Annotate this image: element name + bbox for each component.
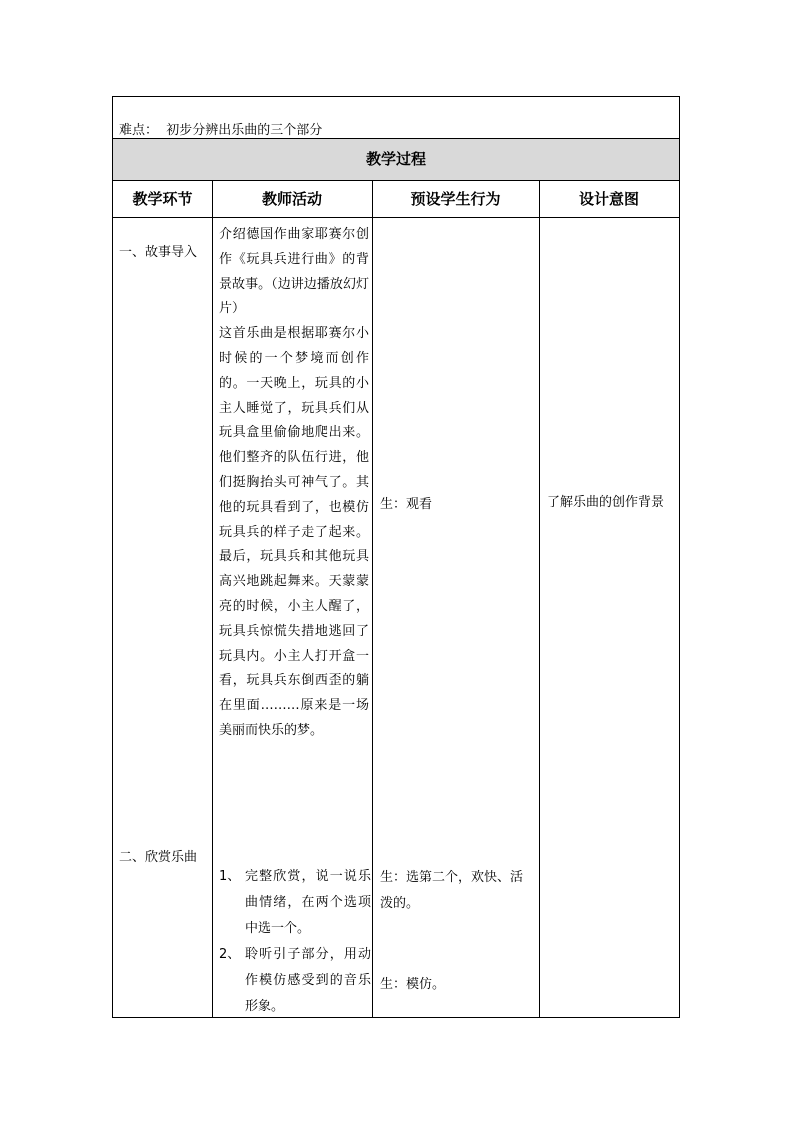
list-item-number: 1、 <box>219 869 241 884</box>
difficulty-row <box>113 97 679 139</box>
process-header <box>113 139 679 180</box>
column-divider <box>539 181 540 1017</box>
column-header-stage: 教学环节 <box>132 190 193 208</box>
teacher-paragraph: 介绍德国作曲家耶赛尔创作《玩具兵进行曲》的背景故事。（边讲边播放幻灯片） <box>219 227 369 317</box>
teacher-activity-story <box>219 223 369 744</box>
column-header-intent: 设计意图 <box>578 190 639 208</box>
teacher-activity-appreciate <box>219 864 371 1020</box>
column-header-row <box>113 181 679 218</box>
student-behavior-appreciate-2: 生：模仿。 <box>380 977 446 992</box>
student-behavior-appreciate-1: 生：选第二个，欢快、活泼的。 <box>380 870 524 911</box>
lesson-plan-table <box>112 96 680 1018</box>
difficulty-text: 难点： 初步分辨出乐曲的三个部分 <box>119 123 323 138</box>
design-intent-story: 了解乐曲的创作背景 <box>547 495 665 510</box>
column-divider <box>372 181 373 1017</box>
divider <box>113 217 679 218</box>
list-item <box>219 942 371 1020</box>
stage-appreciate-label: 二、欣赏乐曲 <box>119 850 198 865</box>
list-item-text: 聆听引子部分，用动作模仿感受到的音乐形象。 <box>245 947 371 1014</box>
process-title: 教学过程 <box>365 150 426 168</box>
list-item-text: 完整欣赏，说一说乐曲情绪，在两个选项中选一个。 <box>245 869 371 936</box>
list-item <box>219 864 371 942</box>
teacher-paragraph: 这首乐曲是根据耶赛尔小时候的一个梦境而创作的。一天晚上，玩具的小主人睡觉了，玩具兵们从玩具盒里偷偷地爬出来。他们整齐的队伍行进，他们挺胸抬头可神气了。其他的玩具看到了，也模仿玩具兵的样子走了起来。最后，玩具兵和其他玩具高兴地跳起舞来。天蒙蒙亮的时候，小主人醒了，玩具兵惊慌失措地逃回了玩具内。小主人打开盒一看，玩具兵东倒西歪的躺在里面………原来是一场美丽而快乐的梦。 <box>219 326 369 738</box>
column-header-student: 预设学生行为 <box>410 190 501 208</box>
column-divider <box>212 181 213 1017</box>
stage-story-label: 一、故事导入 <box>119 245 198 260</box>
column-header-teacher: 教师活动 <box>261 190 322 208</box>
list-item-number: 2、 <box>219 947 241 962</box>
student-behavior-story: 生：观看 <box>380 497 433 512</box>
